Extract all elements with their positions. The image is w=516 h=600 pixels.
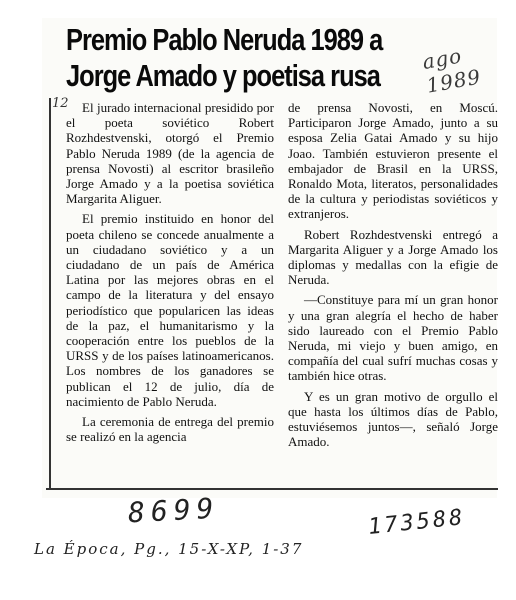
paragraph: de prensa Novosti, en Moscú. Participaron Jorge Amado, junto a su esposa Zelia Gatai Amado y su hijo Joao. También estuvieron presente el embajador de Brasil en la URSS, Ronaldo Mota, literatos, personalidades de la cultura y periodistas soviéticos y extranjeros. <box>288 100 498 222</box>
margin-rule <box>49 98 51 490</box>
handwritten-source-note: La Época, Pg., 15-X-XP, 1-37 <box>34 540 304 558</box>
paragraph: El jurado internacional presidido por el poeta soviético Robert Rozhdestvenski, otorgó el Premio Pablo Neruda 1989 (de la agencia de prensa Novosti) al escritor brasileño Jorge Amado y a la poetisa soviética Margarita Aliguer. <box>66 100 274 207</box>
article-column-1 <box>66 100 274 449</box>
handwritten-catalog-number: 173588 <box>366 504 467 541</box>
paragraph: —Constituye para mí un gran honor y una gran alegría el hecho de haber sido laureado con el Premio Pablo Neruda, mi viejo y buen amigo, en compañía del cual sufrí muchas cosas y también hice otras. <box>288 292 498 384</box>
headline-line-1: Premio Pablo Neruda 1989 a <box>66 22 383 57</box>
paragraph: La ceremonia de entrega del premio se realizó en la agencia <box>66 414 274 445</box>
paragraph: El premio instituido en honor del poeta chileno se concede anualmente a un ciudadano soviético y a un ciudadano de un país de América Latina por las mejores obras en el campo de la literatura y del ensayo periodístico que popularicen las ideas de la paz, el humanitarismo y la cooperación entre los pueblos de la URSS y de los países latinoamericanos. Los nombres de los ganadores se publican el 12 de julio, día de nacimiento de Pablo Neruda. <box>66 211 274 409</box>
paragraph: Y es un gran motivo de orgullo el que hasta los últimos días de Pablo, estuviésemos juntos—, señaló Jorge Amado. <box>288 388 498 450</box>
headline-line-2: Jorge Amado y poetisa rusa <box>66 58 380 93</box>
handwritten-number: 8699 <box>127 491 221 530</box>
handwritten-date: ago 1989 <box>420 43 483 98</box>
article-column-2 <box>288 100 498 500</box>
headline <box>66 22 410 94</box>
bottom-rule <box>46 488 498 490</box>
handwritten-margin-number: 12 <box>52 96 69 111</box>
paragraph: Robert Rozhdestvenski entregó a Margarita Aliguer y a Jorge Amado los diplomas y medallas con la efigie de Neruda. <box>288 226 498 288</box>
